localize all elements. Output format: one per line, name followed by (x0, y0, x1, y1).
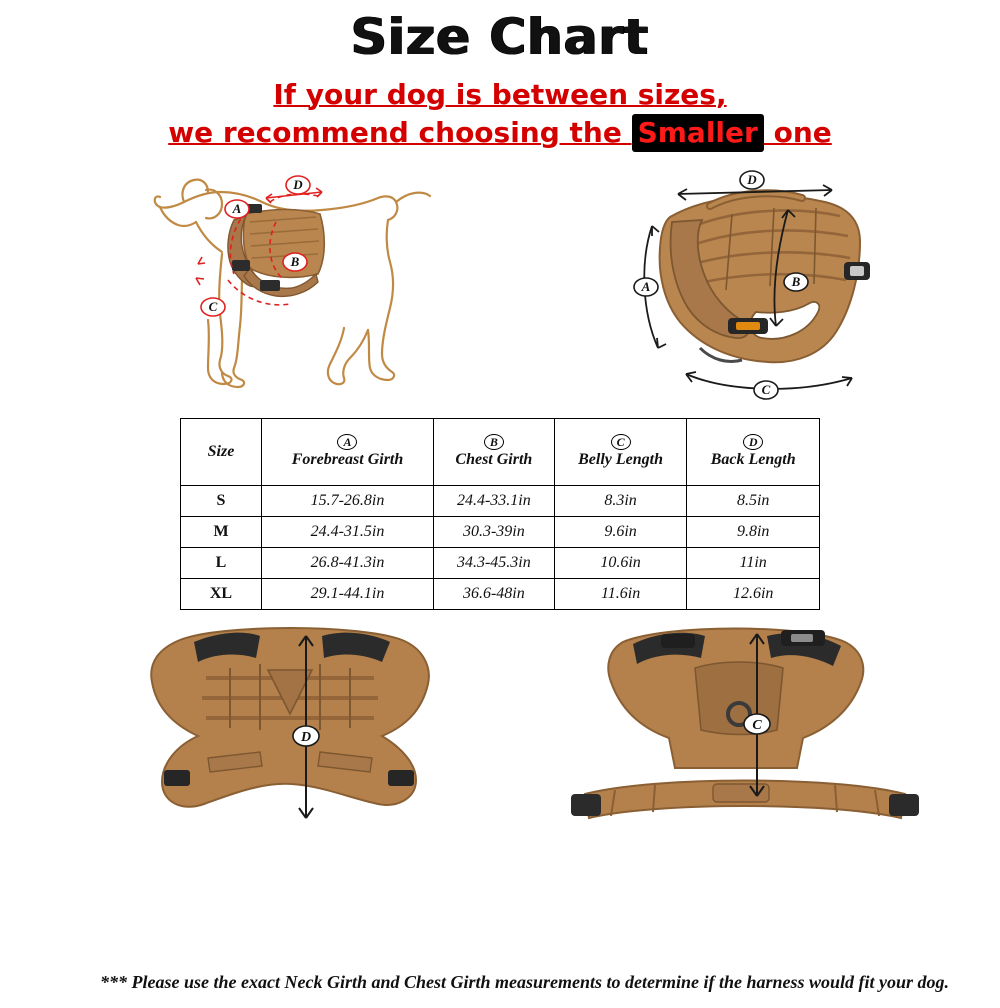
header-back (687, 418, 820, 485)
diagram-label-a: A (232, 200, 242, 216)
header-forebreast-label: Forebreast Girth (291, 451, 404, 469)
harness-flat-top-photo (110, 618, 470, 843)
cell-chest: 36.6-48in (433, 578, 554, 609)
header-letter-c: C (611, 434, 631, 450)
cell-forebreast: 26.8-41.3in (262, 547, 434, 578)
size-table-wrapper (180, 418, 820, 610)
cell-belly: 11.6in (554, 578, 687, 609)
cell-forebreast: 29.1-44.1in (262, 578, 434, 609)
header-belly-label: Belly Length (578, 451, 664, 469)
cell-size: XL (181, 578, 262, 609)
page-title: Size Chart (350, 8, 650, 66)
diagram-label-d: D (293, 176, 303, 192)
cell-forebreast: 24.4-31.5in (262, 516, 434, 547)
size-table-body (181, 485, 820, 609)
header-size-label: Size (207, 442, 235, 460)
header-size (181, 418, 262, 485)
diagram-label-b: B (290, 253, 300, 269)
photo-left-label: D (300, 729, 312, 745)
subtitle-line-1: If your dog is between sizes, (273, 78, 727, 111)
harness-flat-bottom-photo (545, 618, 945, 843)
header-chest (433, 418, 554, 485)
cell-belly: 10.6in (554, 547, 687, 578)
cell-back: 8.5in (687, 485, 820, 516)
harness-label-a: A (641, 278, 651, 294)
subtitle-line-2-prefix: we recommend choosing the (168, 115, 632, 149)
table-row (181, 485, 820, 516)
cell-forebreast: 15.7-26.8in (262, 485, 434, 516)
dog-outline-svg (150, 162, 530, 407)
subtitle-highlight: Smaller (632, 114, 764, 152)
harness-flat-bottom-svg (545, 618, 945, 843)
header-chest-label: Chest Girth (455, 451, 533, 469)
header-letter-a: A (337, 434, 357, 450)
cell-back: 11in (687, 547, 820, 578)
subtitle-line-2 (0, 114, 1000, 152)
header-back-label: Back Length (710, 451, 796, 469)
cell-chest: 30.3-39in (433, 516, 554, 547)
cell-chest: 34.3-45.3in (433, 547, 554, 578)
cell-back: 12.6in (687, 578, 820, 609)
header-letter-b: B (484, 434, 504, 450)
footer-note: *** Please use the exact Neck Girth and Chest Girth measurements to determine if the harness would fit your dog. (100, 971, 950, 992)
subtitle-line-2-suffix: one (763, 115, 832, 149)
diagram-row (0, 162, 1000, 412)
cell-chest: 24.4-33.1in (433, 485, 554, 516)
cell-belly: 8.3in (554, 485, 687, 516)
table-row (181, 578, 820, 609)
size-table-head (181, 418, 820, 485)
product-photo-row (0, 618, 1000, 848)
cell-back: 9.8in (687, 516, 820, 547)
harness-flat-top-svg (110, 618, 470, 843)
subtitle-block (0, 76, 1000, 152)
harness-label-c: C (761, 381, 771, 397)
harness-photo-svg (560, 162, 980, 407)
cell-size: L (181, 547, 262, 578)
photo-right-label: C (752, 717, 762, 733)
diagram-label-c: C (208, 298, 218, 314)
header-letter-d: D (743, 434, 763, 450)
cell-size: M (181, 516, 262, 547)
table-row (181, 516, 820, 547)
size-table (180, 418, 820, 610)
harness-label-d: D (747, 171, 757, 187)
cell-size: S (181, 485, 262, 516)
table-header-row (181, 418, 820, 485)
header-forebreast (262, 418, 434, 485)
table-row (181, 547, 820, 578)
cell-belly: 9.6in (554, 516, 687, 547)
harness-label-b: B (791, 273, 801, 289)
dog-outline-diagram (150, 162, 530, 407)
header-belly (554, 418, 687, 485)
harness-photo-diagram (560, 162, 980, 407)
